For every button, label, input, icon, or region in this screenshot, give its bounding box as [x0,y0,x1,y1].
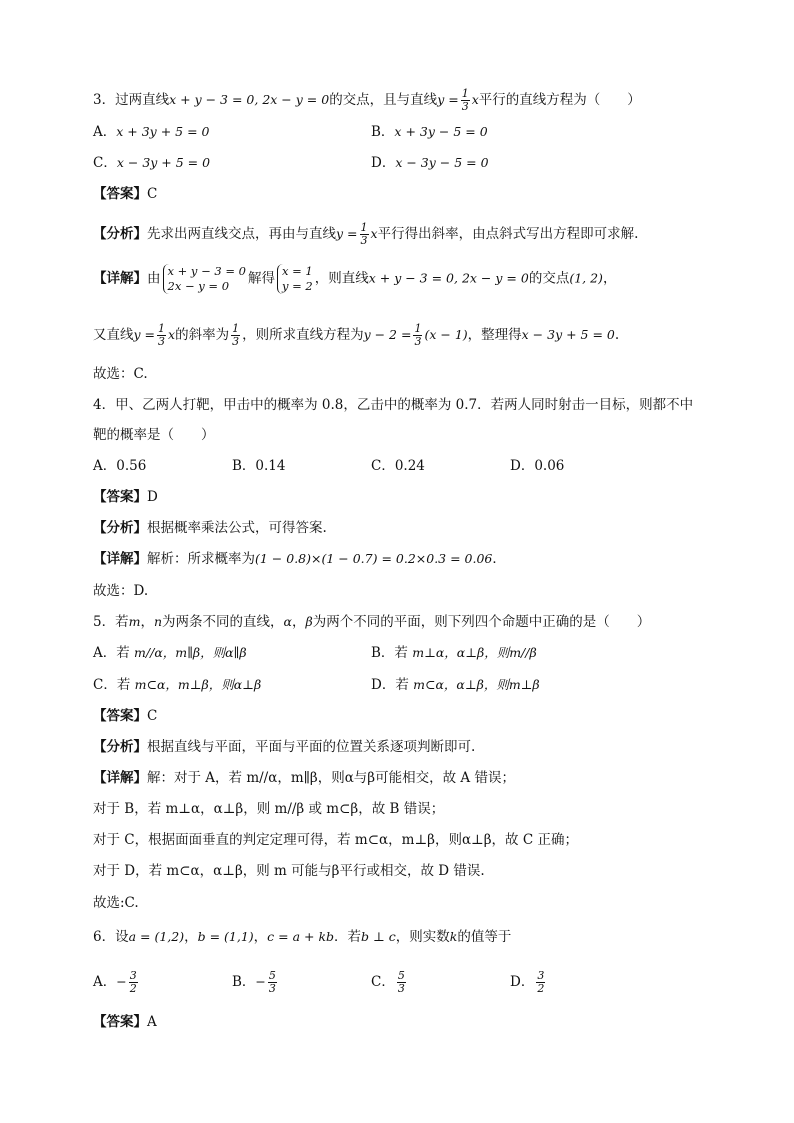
q3-option-d: D．x − 3y − 5 = 0 [371,155,489,171]
q3-detail: 【详解】由 x + y − 3 = 0 2x − y = 0 解得 x = 1 y = 2 ，则直线x + y − 3 = 0, 2x − y = 0的交点(1, 2)， [93,264,617,293]
q6-answer: 【答案】A [93,1014,157,1030]
q5-option-d: D．若 m⊂α，α⊥β，则m⊥β [371,677,540,693]
q4-option-a: A．0.56 [93,458,147,474]
q5-detail-a: 【详解】解：对于 A，若 m//α，m∥β，则α与β可能相交，故 A 错误； [93,770,515,786]
q5-detail-b: 对于 B，若 m⊥α，α⊥β，则 m//β 或 m⊂β，故 B 错误； [93,801,445,817]
q3-stem-x: x [471,92,479,107]
q3-stem-lines: x + y − 3 = 0, 2x − y = 0 [169,92,330,107]
q5-analysis: 【分析】根据直线与平面，平面与平面的位置关系逐项判断即可. [93,739,476,755]
q6-option-a: A．− $\frac{3}{2}$ [93,969,137,995]
q3-stem-fraction: $\frac{1}{3}$ [461,87,469,113]
q6-option-d: D． $\frac{3}{2}$ [510,969,545,995]
q4-stem-line1: 4．甲、乙两人打靶，甲击中的概率为 0.8，乙击中的概率为 0.7．若两人同时射击一目标，则都不中 [93,397,694,413]
q3-detail-line2: 又直线y = $\frac{1}{3}$ x的斜率为 $\frac{1}{3}$ ，则所求直线方程为y − 2 = $\frac{1}{3}$ (x − 1)，整理得x − 3y + 5 = 0. [93,322,620,348]
q4-option-b: B．0.14 [232,458,286,474]
q4-option-d: D．0.06 [510,458,565,474]
q3-stem-suffix: 平行的直线方程为（ ） [478,92,641,108]
q3-stem-y: y = [437,92,459,107]
q4-stem-line2: 靶的概率是（ ） [93,427,215,443]
q3-stem-prefix: 3．过两直线 [93,92,170,108]
q4-analysis: 【分析】根据概率乘法公式，可得答案. [93,520,327,536]
q5-detail-c: 对于 C，根据面面垂直的判定定理可得，若 m⊂α，m⊥β，则α⊥β，故 C 正确； [93,832,578,848]
q3-system-solution: x = 1 y = 2 [277,264,313,294]
q3-analysis: 【分析】先求出两直线交点，再由与直线y = $\frac{1}{3}$ x平行得出斜率，由点斜式写出方程即可求解. [93,221,639,247]
q3-option-a: A．x + 3y + 5 = 0 [93,124,210,140]
q3-option-b: B．x + 3y − 5 = 0 [371,124,488,140]
q5-option-b: B．若 m⊥α，α⊥β，则m//β [371,645,537,661]
q5-option-a: A．若 m//α，m∥β，则α∥β [93,645,247,661]
q5-option-c: C．若 m⊂α，m⊥β，则α⊥β [93,677,262,693]
q6-stem: 6．设a = (1,2)，b = (1,1)，c = a + kb．若b ⊥ c，则实数k的值等于 [93,929,512,945]
q4-answer: 【答案】D [93,489,158,505]
q3-choose: 故选：C. [93,366,148,382]
q4-detail: 【详解】解析：所求概率为(1 − 0.8)×(1 − 0.7) = 0.2×0.3 = 0.06． [93,551,506,567]
q5-stem: 5．若m，n为两条不同的直线，α，β为两个不同的平面，则下列四个命题中正确的是（ ） [93,614,651,630]
q3-stem-mid: 的交点，且与直线 [329,92,438,108]
q6-option-b: B．− $\frac{5}{3}$ [232,969,276,995]
q5-answer: 【答案】C [93,708,158,724]
q3-option-c: C．x − 3y + 5 = 0 [93,155,211,171]
q6-option-c: C． $\frac{5}{3}$ [371,969,405,995]
q3-answer: 【答案】C [93,186,158,202]
q4-option-c: C．0.24 [371,458,425,474]
q5-choose: 故选:C. [93,895,139,911]
q3-stem [93,88,641,113]
q4-choose: 故选：D. [93,583,149,599]
q3-system-equations: x + y − 3 = 0 2x − y = 0 [163,264,246,294]
q5-detail-d: 对于 D，若 m⊂α，α⊥β，则 m 可能与β平行或相交，故 D 错误. [93,863,485,879]
